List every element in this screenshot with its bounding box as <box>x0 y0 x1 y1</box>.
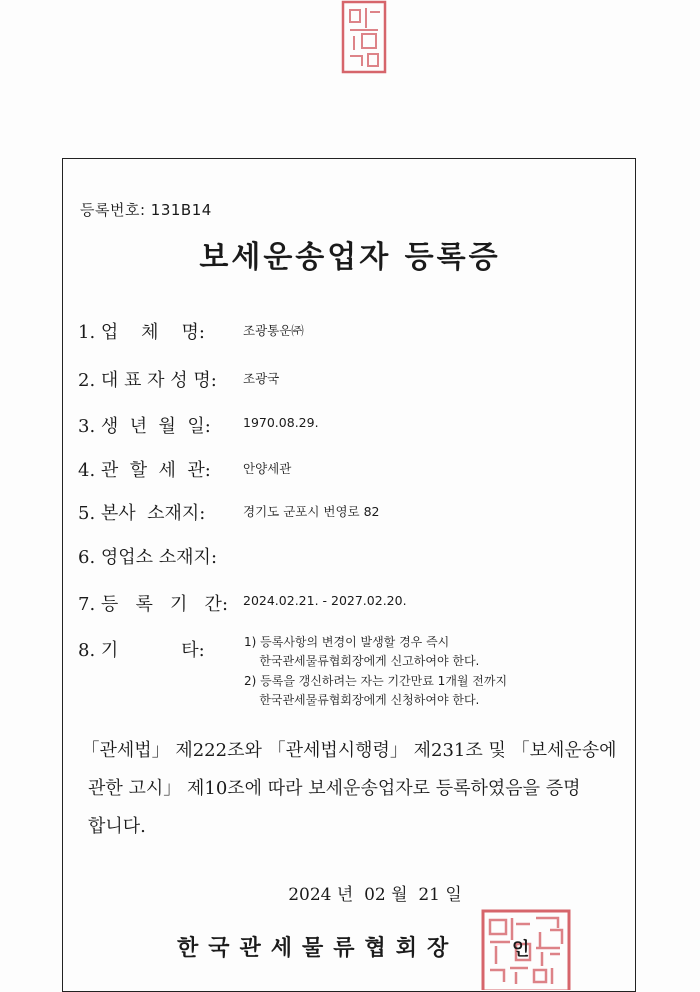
field-row <box>78 590 407 616</box>
field-row <box>78 366 280 392</box>
field-row <box>78 499 380 525</box>
issue-date: 2024 년 02 월 21 일 <box>288 885 462 905</box>
field-row <box>78 456 292 482</box>
issuer-name: 한국관세물류협회장 <box>177 936 459 961</box>
certificate-border <box>62 158 636 992</box>
field-value: 조광국 <box>243 371 280 386</box>
field-label: 5. 본사 소재지: <box>78 503 206 524</box>
statement-line: 합니다. <box>88 816 146 837</box>
field-value: 경기도 군포시 번영로 82 <box>243 504 380 519</box>
field-label: 2. 대 표 자 성 명: <box>78 370 217 391</box>
field-value: 1970.08.29. <box>243 415 319 430</box>
official-seal-top <box>340 0 388 75</box>
certification-statement <box>62 732 636 846</box>
field-row <box>78 543 240 569</box>
field-label: 7. 등 록 기 간: <box>78 594 229 615</box>
field-row <box>78 318 304 344</box>
statement-line: 「관세법」 제222조와 「관세법시행령」 제231조 및 「보세운송에 <box>81 740 617 761</box>
field-label: 6. 영업소 소재지: <box>78 547 218 568</box>
field-value: 2024.02.21. - 2027.02.20. <box>243 593 407 608</box>
field-label: 1. 업 체 명: <box>78 322 205 343</box>
field-row <box>78 636 240 662</box>
certificate-title: 보세운송업자 등록증 <box>199 240 501 275</box>
field-value: 안양세관 <box>243 461 292 476</box>
field-row <box>78 412 319 438</box>
note-item: 1) 등록사항의 변경이 발생할 경우 즉시 한국관세물류협회장에게 신고하여야 한다. <box>244 635 480 668</box>
field-value: 조광통운㈜ <box>243 323 304 338</box>
note-item: 2) 등록을 갱신하려는 자는 기간만료 1개월 전까지 한국관세물류협회장에게 신청하여야 한다. <box>244 674 508 707</box>
statement-line: 관한 고시」 제10조에 따라 보세운송업자로 등록하였음을 증명 <box>88 778 581 799</box>
field-label: 4. 관 할 세 관: <box>78 460 211 481</box>
field-label: 3. 생 년 월 일: <box>78 416 211 437</box>
seal-mark: 인 <box>512 939 530 960</box>
registration-number: 등록번호: 131B14 <box>80 201 212 219</box>
field-label: 8. 기 타: <box>78 640 205 661</box>
